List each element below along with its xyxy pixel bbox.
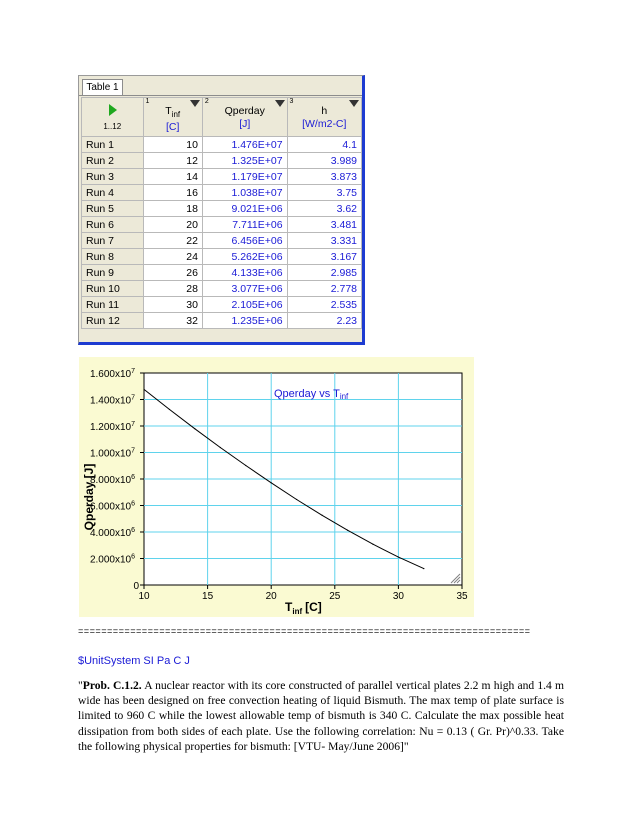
- table-row: [82, 233, 362, 249]
- chart-title: Qperday vs Tinf: [274, 388, 349, 401]
- tinf-cell[interactable]: 28: [143, 281, 202, 297]
- y-tick-label: $1.600x10^7$: [89, 368, 135, 380]
- y-tick-label: $6.000x10^6$: [89, 500, 135, 513]
- column-name: Qperday: [224, 105, 265, 117]
- column-header-qperday[interactable]: [202, 98, 287, 137]
- run-label-cell[interactable]: Run 12: [82, 313, 144, 329]
- table-window: [78, 75, 365, 345]
- y-tick-label: 0: [133, 581, 139, 592]
- data-point: [194, 428, 195, 429]
- tinf-cell[interactable]: 22: [143, 233, 202, 249]
- open-quote: ": [78, 679, 83, 692]
- table-row: [82, 169, 362, 185]
- run-label-cell[interactable]: Run 3: [82, 169, 144, 185]
- problem-text: A nuclear reactor with its core constructed of parallel vertical plates 2.2 m high and 1.4 m wide has been designed on free convection heating of liquid Bismuth. The max temp of plate surface is limited to 960 C while the lowest allowable temp of bismuth is 340 C. Calculate the max possible heat dissipation from both sides of each plate. Use the following correlation: Nu = 0.13 ( Gr. Pr)^0.33. Take the following physical properties for bismuth: [VTU- May/June 2006]": [78, 679, 564, 753]
- run-label-cell[interactable]: Run 10: [82, 281, 144, 297]
- data-point: [296, 499, 297, 500]
- data-point: [143, 389, 144, 390]
- y-tick-label: $1.000x10^7$: [89, 447, 135, 460]
- problem-statement: [78, 678, 564, 754]
- column-unit: [W/m2-C]: [302, 118, 347, 130]
- column-name: T: [165, 105, 172, 117]
- table-row: [82, 185, 362, 201]
- x-tick-label: 15: [202, 591, 214, 602]
- qperday-vs-tinf-chart: [79, 357, 474, 617]
- table-row: [82, 217, 362, 233]
- qperday-cell[interactable]: 4.133E+06: [202, 265, 287, 281]
- run-header-cell[interactable]: [82, 98, 144, 137]
- x-tick-label: 20: [265, 591, 277, 602]
- run-label-cell[interactable]: Run 11: [82, 297, 144, 313]
- tinf-cell[interactable]: 30: [143, 297, 202, 313]
- column-header-tinf[interactable]: [143, 98, 202, 137]
- qperday-cell[interactable]: 6.456E+06: [202, 233, 287, 249]
- table-row: [82, 265, 362, 281]
- tinf-cell[interactable]: 12: [143, 153, 202, 169]
- qperday-cell[interactable]: 5.262E+06: [202, 249, 287, 265]
- qperday-cell[interactable]: 2.105E+06: [202, 297, 287, 313]
- table-row: [82, 153, 362, 169]
- tab-divider: [79, 95, 362, 96]
- data-point: [347, 530, 348, 531]
- x-tick-label: 25: [329, 591, 341, 602]
- data-point: [398, 557, 399, 558]
- data-point: [321, 515, 322, 516]
- tinf-cell[interactable]: 10: [143, 137, 202, 153]
- qperday-cell[interactable]: 1.038E+07: [202, 185, 287, 201]
- run-label-cell[interactable]: Run 7: [82, 233, 144, 249]
- x-axis-label: $T_{inf}$ [C]: [285, 600, 322, 616]
- table-row: [82, 137, 362, 153]
- run-label-cell[interactable]: Run 8: [82, 249, 144, 265]
- data-point: [220, 447, 221, 448]
- plot-window: [79, 357, 474, 617]
- table-body: [82, 137, 362, 329]
- run-label-cell[interactable]: Run 2: [82, 153, 144, 169]
- data-point: [423, 568, 424, 569]
- column-name-subscript: inf: [171, 110, 181, 120]
- h-cell[interactable]: 2.23: [287, 313, 361, 329]
- h-cell[interactable]: 3.62: [287, 201, 361, 217]
- h-cell[interactable]: 3.331: [287, 233, 361, 249]
- table-header-row: [82, 98, 362, 137]
- h-cell[interactable]: 2.778: [287, 281, 361, 297]
- data-point: [245, 465, 246, 466]
- data-point: [271, 482, 272, 483]
- x-tick-label: 10: [138, 591, 150, 602]
- x-tick-label: 30: [392, 591, 404, 602]
- qperday-cell[interactable]: 9.021E+06: [202, 201, 287, 217]
- separator-line: ==============================================================================: [78, 627, 531, 637]
- tinf-cell[interactable]: 14: [143, 169, 202, 185]
- column-index: 2: [204, 98, 209, 105]
- x-tick-label: 35: [456, 591, 468, 602]
- table-row: [82, 297, 362, 313]
- column-name: h: [321, 105, 328, 117]
- tinf-cell[interactable]: 18: [143, 201, 202, 217]
- y-tick-label: $1.400x10^7$: [89, 394, 135, 407]
- data-point: [169, 409, 170, 410]
- play-icon[interactable]: [109, 104, 117, 116]
- qperday-cell[interactable]: 1.476E+07: [202, 137, 287, 153]
- tinf-cell[interactable]: 20: [143, 217, 202, 233]
- run-range: 1..12: [103, 122, 122, 131]
- column-index: 3: [289, 98, 294, 105]
- qperday-cell[interactable]: 7.711E+06: [202, 217, 287, 233]
- run-label-cell[interactable]: Run 5: [82, 201, 144, 217]
- run-label-cell[interactable]: Run 1: [82, 137, 144, 153]
- h-cell[interactable]: 3.75: [287, 185, 361, 201]
- qperday-cell[interactable]: 1.179E+07: [202, 169, 287, 185]
- tinf-cell[interactable]: 24: [143, 249, 202, 265]
- y-axis-label: Qperday [J]: [82, 463, 96, 531]
- tinf-cell[interactable]: 16: [143, 185, 202, 201]
- h-cell[interactable]: 2.535: [287, 297, 361, 313]
- run-label-cell[interactable]: Run 9: [82, 265, 144, 281]
- data-point: [372, 544, 373, 545]
- h-cell[interactable]: 3.167: [287, 249, 361, 265]
- problem-label: Prob. C.1.2.: [82, 679, 142, 692]
- h-cell[interactable]: 2.985: [287, 265, 361, 281]
- column-unit: [C]: [166, 121, 180, 134]
- h-cell[interactable]: 3.989: [287, 153, 361, 169]
- qperday-cell[interactable]: 3.077E+06: [202, 281, 287, 297]
- qperday-cell[interactable]: 1.325E+07: [202, 153, 287, 169]
- qperday-cell[interactable]: 1.235E+06: [202, 313, 287, 329]
- tinf-cell[interactable]: 26: [143, 265, 202, 281]
- table-row: [82, 249, 362, 265]
- h-cell[interactable]: 3.481: [287, 217, 361, 233]
- y-tick-label: $1.200x10^7$: [89, 421, 135, 433]
- column-index: 1: [145, 98, 150, 105]
- column-unit: [J]: [239, 118, 251, 130]
- tab-table-1[interactable]: Table 1: [82, 79, 123, 96]
- y-tick-label: $2.000x10^6$: [89, 553, 135, 566]
- y-tick-label: $4.000x10^6$: [89, 527, 135, 539]
- run-label-cell[interactable]: Run 4: [82, 185, 144, 201]
- h-cell[interactable]: 3.873: [287, 169, 361, 185]
- tinf-cell[interactable]: 32: [143, 313, 202, 329]
- table-row: [82, 201, 362, 217]
- table-row: [82, 281, 362, 297]
- unit-system-line: $UnitSystem SI Pa C J: [78, 655, 190, 667]
- parametric-table: [81, 97, 362, 329]
- run-label-cell[interactable]: Run 6: [82, 217, 144, 233]
- h-cell[interactable]: 4.1: [287, 137, 361, 153]
- y-tick-label: $8.000x10^6$: [89, 474, 135, 486]
- table-row: [82, 313, 362, 329]
- column-header-h[interactable]: [287, 98, 361, 137]
